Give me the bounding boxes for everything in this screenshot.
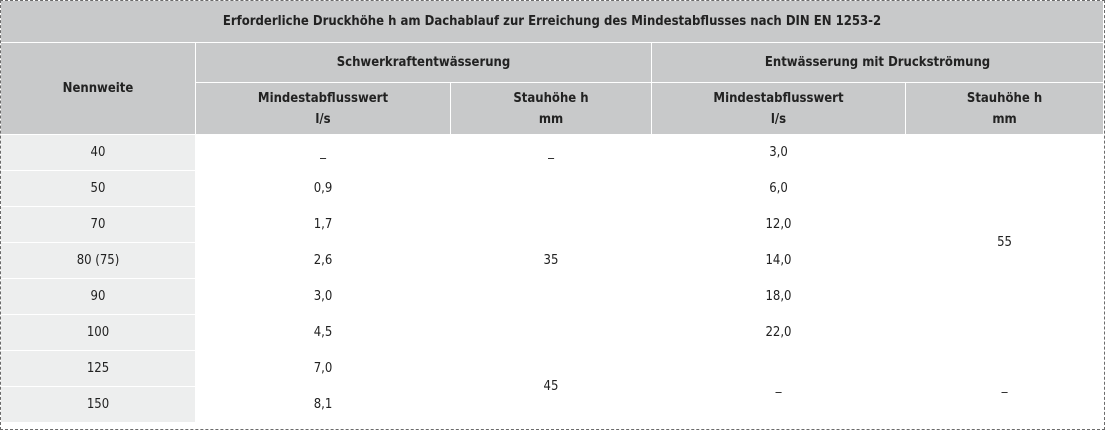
cell-nennweite: 100 bbox=[1, 315, 196, 351]
cell-schwer-mindestabfluss: 1,7 bbox=[196, 207, 451, 243]
cell-druck-stauhoehe-merged: _ bbox=[906, 351, 1104, 423]
cell-schwer-mindestabfluss: _ bbox=[196, 135, 451, 171]
header-unit: l/s bbox=[315, 111, 331, 127]
cell-nennweite: 70 bbox=[1, 207, 196, 243]
cell-nennweite: 40 bbox=[1, 135, 196, 171]
cell-druck-mindestabfluss: 12,0 bbox=[652, 207, 906, 243]
header-label: Mindestabflusswert bbox=[713, 90, 844, 106]
cell-nennweite: 50 bbox=[1, 171, 196, 207]
cell-schwer-mindestabfluss: 4,5 bbox=[196, 315, 451, 351]
cell-nennweite: 150 bbox=[1, 387, 196, 423]
header-label: Mindestabflusswert bbox=[257, 90, 389, 106]
cell-schwer-stauhoehe-merged: 35 bbox=[451, 171, 652, 351]
cell-schwer-mindestabfluss: 0,9 bbox=[196, 171, 451, 207]
header-unit: l/s bbox=[770, 111, 787, 127]
header-unit: mm bbox=[538, 111, 564, 127]
cell-schwer-mindestabfluss: 7,0 bbox=[196, 351, 451, 387]
cell-druck-mindestabfluss: 6,0 bbox=[652, 171, 906, 207]
header-label: Stauhöhe h bbox=[966, 90, 1043, 106]
cell-schwer-mindestabfluss: 2,6 bbox=[196, 243, 451, 279]
cell-druck-stauhoehe-merged: 55 bbox=[906, 135, 1104, 351]
cell-schwer-mindestabfluss: 3,0 bbox=[196, 279, 451, 315]
header-unit: mm bbox=[992, 111, 1017, 127]
header-nennweite: Nennweite bbox=[1, 43, 196, 135]
table-title: Erforderliche Druckhöhe h am Dachablauf zur Erreichung des Mindestabflusses nach DIN EN 1253-2 bbox=[1, 1, 1104, 43]
cell-druck-mindestabfluss: 14,0 bbox=[652, 243, 906, 279]
header-label: Stauhöhe h bbox=[513, 90, 589, 106]
cell-druck-mindestabfluss: 3,0 bbox=[652, 135, 906, 171]
cell-schwer-mindestabfluss: 8,1 bbox=[196, 387, 451, 423]
cell-nennweite: 80 (75) bbox=[1, 243, 196, 279]
cell-schwer-stauhoehe: _ bbox=[451, 135, 652, 171]
cell-druck-mindestabfluss: 22,0 bbox=[652, 315, 906, 351]
header-schwerkraftentwaesserung: Schwerkraftentwässerung bbox=[196, 43, 652, 83]
cell-druck-mindestabfluss: 18,0 bbox=[652, 279, 906, 315]
cell-nennweite: 125 bbox=[1, 351, 196, 387]
cell-druck-mindestabfluss-merged: _ bbox=[652, 351, 906, 423]
cell-nennweite: 90 bbox=[1, 279, 196, 315]
cell-schwer-stauhoehe-merged: 45 bbox=[451, 351, 652, 423]
header-druckstroemung: Entwässerung mit Druckströmung bbox=[652, 43, 1104, 83]
